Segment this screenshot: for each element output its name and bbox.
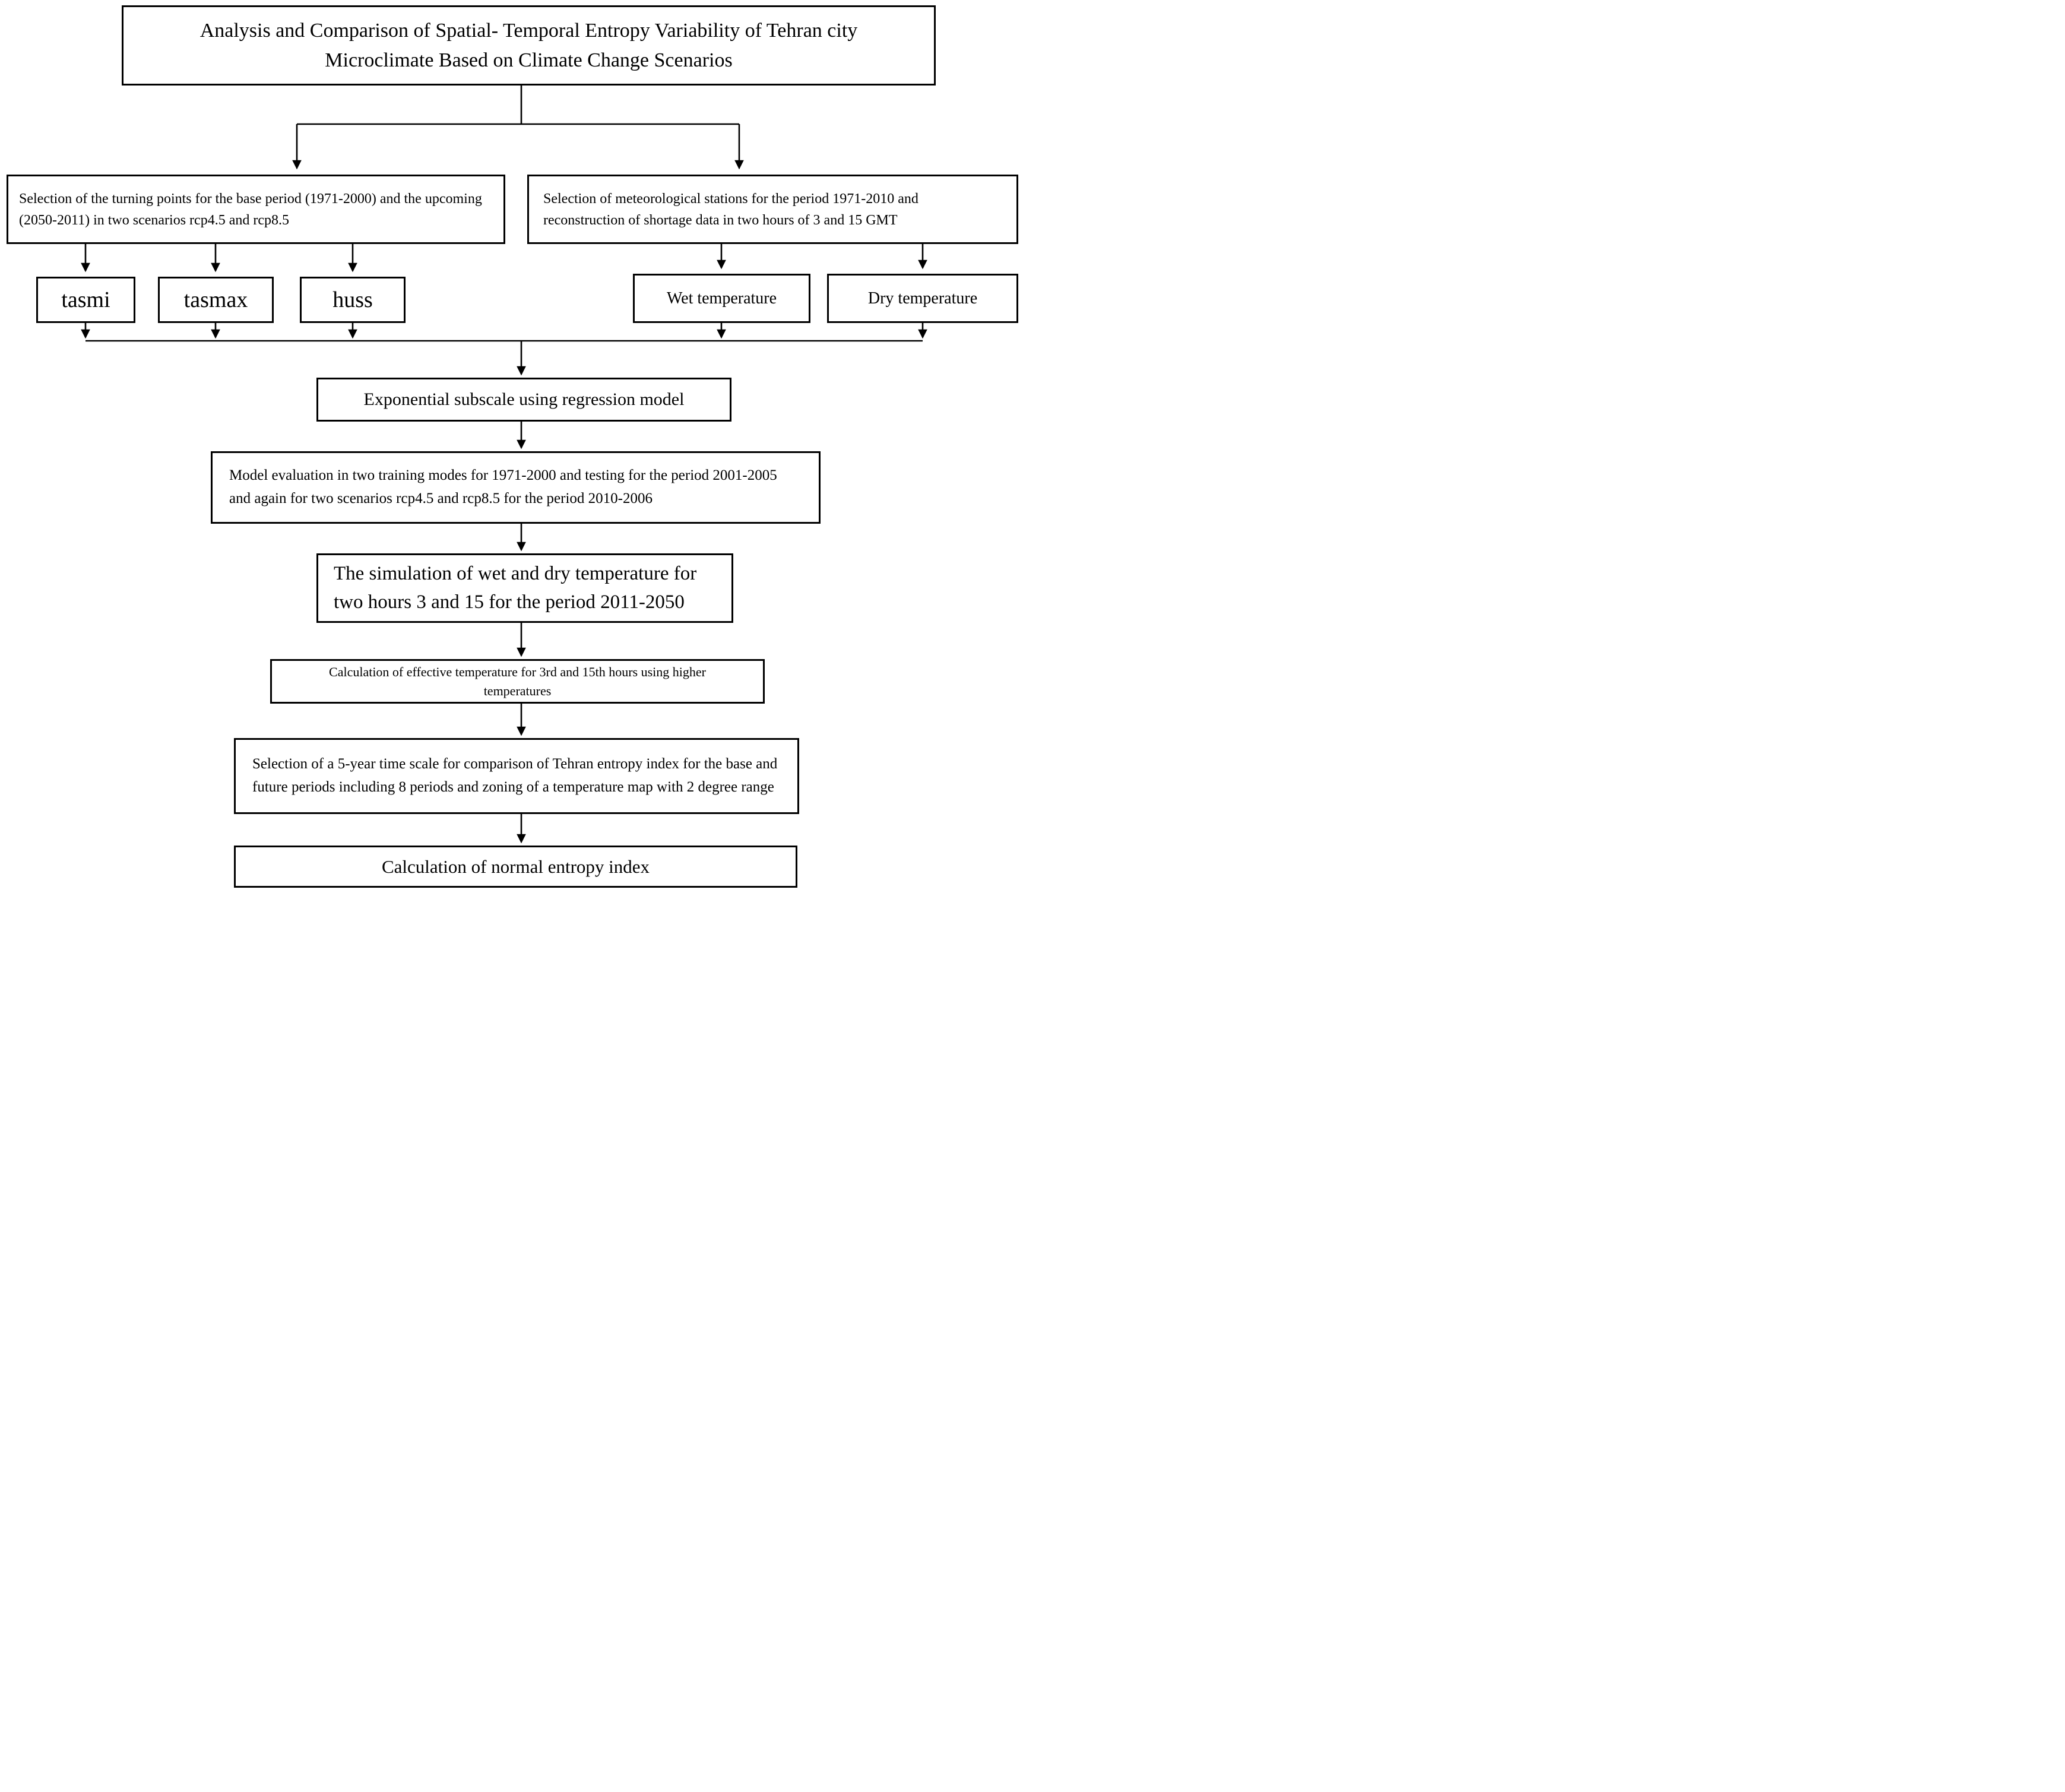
turning-points-label: Selection of the turning points for the base period (1971-2000) and the upcoming (2050-2011) in two scenarios rcp4.5 and rcp8.5 bbox=[19, 191, 482, 228]
tasmi-box bbox=[36, 277, 135, 323]
turning-points-box bbox=[7, 175, 505, 244]
diagram-title: Analysis and Comparison of Spatial- Temporal Entropy Variability of Tehran city Microclimate Based on Climate Change Scenarios bbox=[199, 20, 858, 71]
tasmax-label: tasmax bbox=[183, 287, 248, 312]
simulation-box bbox=[316, 553, 733, 623]
huss-box bbox=[300, 277, 406, 323]
exponential-subscale-box bbox=[316, 378, 731, 422]
flowchart-canvas bbox=[0, 0, 1032, 896]
exponential-subscale-label: Exponential subscale using regression model bbox=[363, 390, 685, 409]
tasmi-label: tasmi bbox=[61, 287, 110, 312]
normal-entropy-label: Calculation of normal entropy index bbox=[381, 856, 650, 877]
five-year-scale-label: Selection of a 5-year time scale for comparison of Tehran entropy index for the base and future periods including 8 periods and zoning of a temperature map with 2 degree range bbox=[252, 756, 778, 795]
wet-temperature-label: Wet temperature bbox=[666, 289, 777, 308]
five-year-scale-box bbox=[234, 738, 799, 814]
title-box bbox=[122, 5, 936, 86]
dry-temperature-box bbox=[827, 274, 1018, 323]
stations-label: Selection of meteorological stations for the period 1971-2010 and reconstruction of shortage data in two hours of 3 and 15 GMT bbox=[543, 191, 919, 228]
effective-temperature-box bbox=[270, 659, 765, 704]
tasmax-box bbox=[158, 277, 274, 323]
dry-temperature-label: Dry temperature bbox=[867, 289, 978, 308]
wet-temperature-box bbox=[633, 274, 810, 323]
stations-box bbox=[527, 175, 1018, 244]
simulation-label: The simulation of wet and dry temperature for two hours 3 and 15 for the period 2011-2050 bbox=[334, 562, 697, 613]
model-evaluation-box bbox=[211, 451, 821, 524]
effective-temperature-label: Calculation of effective temperature for 3rd and 15th hours using higher temperatures bbox=[329, 664, 706, 698]
model-evaluation-label: Model evaluation in two training modes for 1971-2000 and testing for the period 2001-2005 and again for two scenarios rcp4.5 and rcp8.5 for the period 2010-2006 bbox=[229, 467, 777, 506]
huss-label: huss bbox=[332, 287, 373, 312]
normal-entropy-box bbox=[234, 846, 797, 888]
